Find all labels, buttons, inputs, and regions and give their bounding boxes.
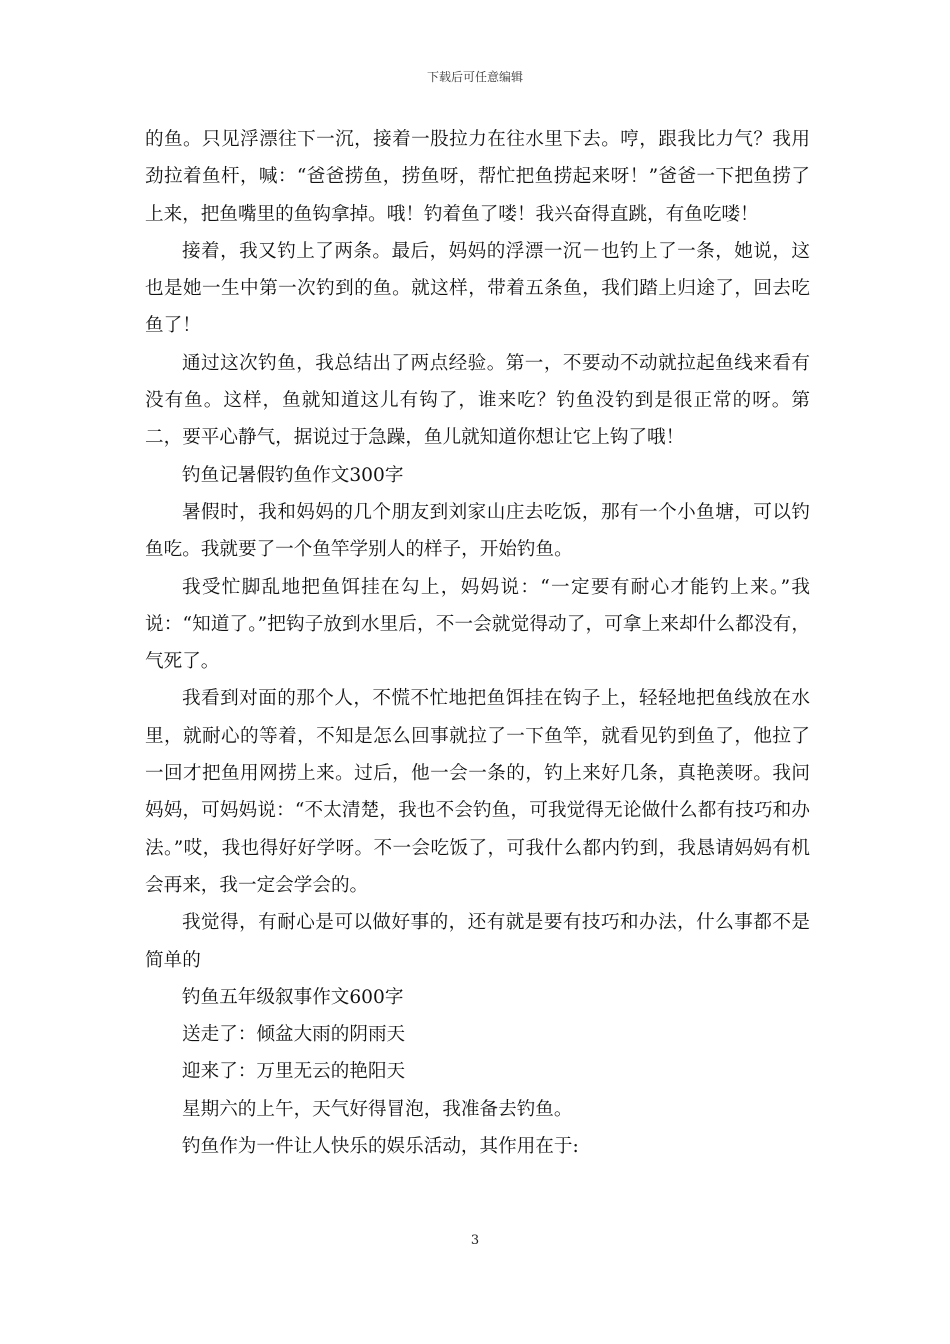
document-body (145, 121, 810, 1165)
page-header: 下载后可任意编辑 (426, 70, 523, 84)
section-heading: 钓鱼五年级叙事作文600字 (182, 986, 404, 1008)
paragraph: 的鱼。只见浮漂往下一沉，接着一股拉力在往水里下去。哼，跟我比力气？我用劲拉着鱼杆，喊：“爸爸捞鱼，捞鱼呀，帮忙把鱼捞起来呀！”爸爸一下把鱼捞了上来，把鱼嘴里的鱼钩拿掉。哦！钓着鱼了喽！我兴奋得直跳，有鱼吃喽！ (145, 129, 810, 225)
page-number: 3 (470, 1233, 480, 1248)
paragraph: 星期六的上午，天气好得冒泡，我准备去钓鱼。 (182, 1098, 573, 1120)
paragraph: 我看到对面的那个人，不慌不忙地把鱼饵挂在钩子上，轻轻地把鱼线放在水里，就耐心的等着，不知是怎么回事就拉了一下鱼竿，就看见钓到鱼了，他拉了一回才把鱼用网捞上来。过后，他一会一条的，钓上来好几条，真艳羡呀。我问妈妈，可妈妈说：“不太清楚，我也不会钓鱼，可我觉得无论做什么都有技巧和办法。”哎，我也得好好学呀。不一会吃饭了，可我什么都内钓到，我恳请妈妈有机会再来，我一定会学会的。 (145, 688, 810, 896)
paragraph: 迎来了：万里无云的艳阳天 (182, 1061, 406, 1083)
paragraph: 我觉得，有耐心是可以做好事的，还有就是要有技巧和办法，什么事都不是简单的 (145, 912, 810, 971)
paragraph: 通过这次钓鱼，我总结出了两点经验。第一，不要动不动就拉起鱼线来看有没有鱼。这样，鱼就知道这儿有钩了，谁来吃？钓鱼没钓到是很正常的呀。第二，要平心静气，据说过于急躁，鱼儿就知道你想让它上钩了哦！ (145, 352, 810, 449)
paragraph: 接着，我又钓上了两条。最后，妈妈的浮漂一沉－也钓上了一条，她说，这也是她一生中第一次钓到的鱼。就这样，带着五条鱼，我们踏上归途了，回去吃鱼了！ (145, 240, 810, 337)
paragraph: 暑假时，我和妈妈的几个朋友到刘家山庄去吃饭，那有一个小鱼塘，可以钓鱼吃。我就要了一个鱼竿学别人的样子，开始钓鱼。 (145, 501, 810, 561)
paragraph: 我受忙脚乱地把鱼饵挂在勾上，妈妈说：“一定要有耐心才能钓上来。”我说：“知道了。”把钩子放到水里后，不一会就觉得动了，可拿上来却什么都没有，气死了。 (145, 576, 810, 673)
paragraph: 送走了：倾盆大雨的阴雨天 (182, 1024, 406, 1046)
paragraph: 钓鱼作为一件让人快乐的娱乐活动，其作用在于: (182, 1136, 579, 1158)
section-heading: 钓鱼记暑假钓鱼作文300字 (182, 464, 404, 486)
